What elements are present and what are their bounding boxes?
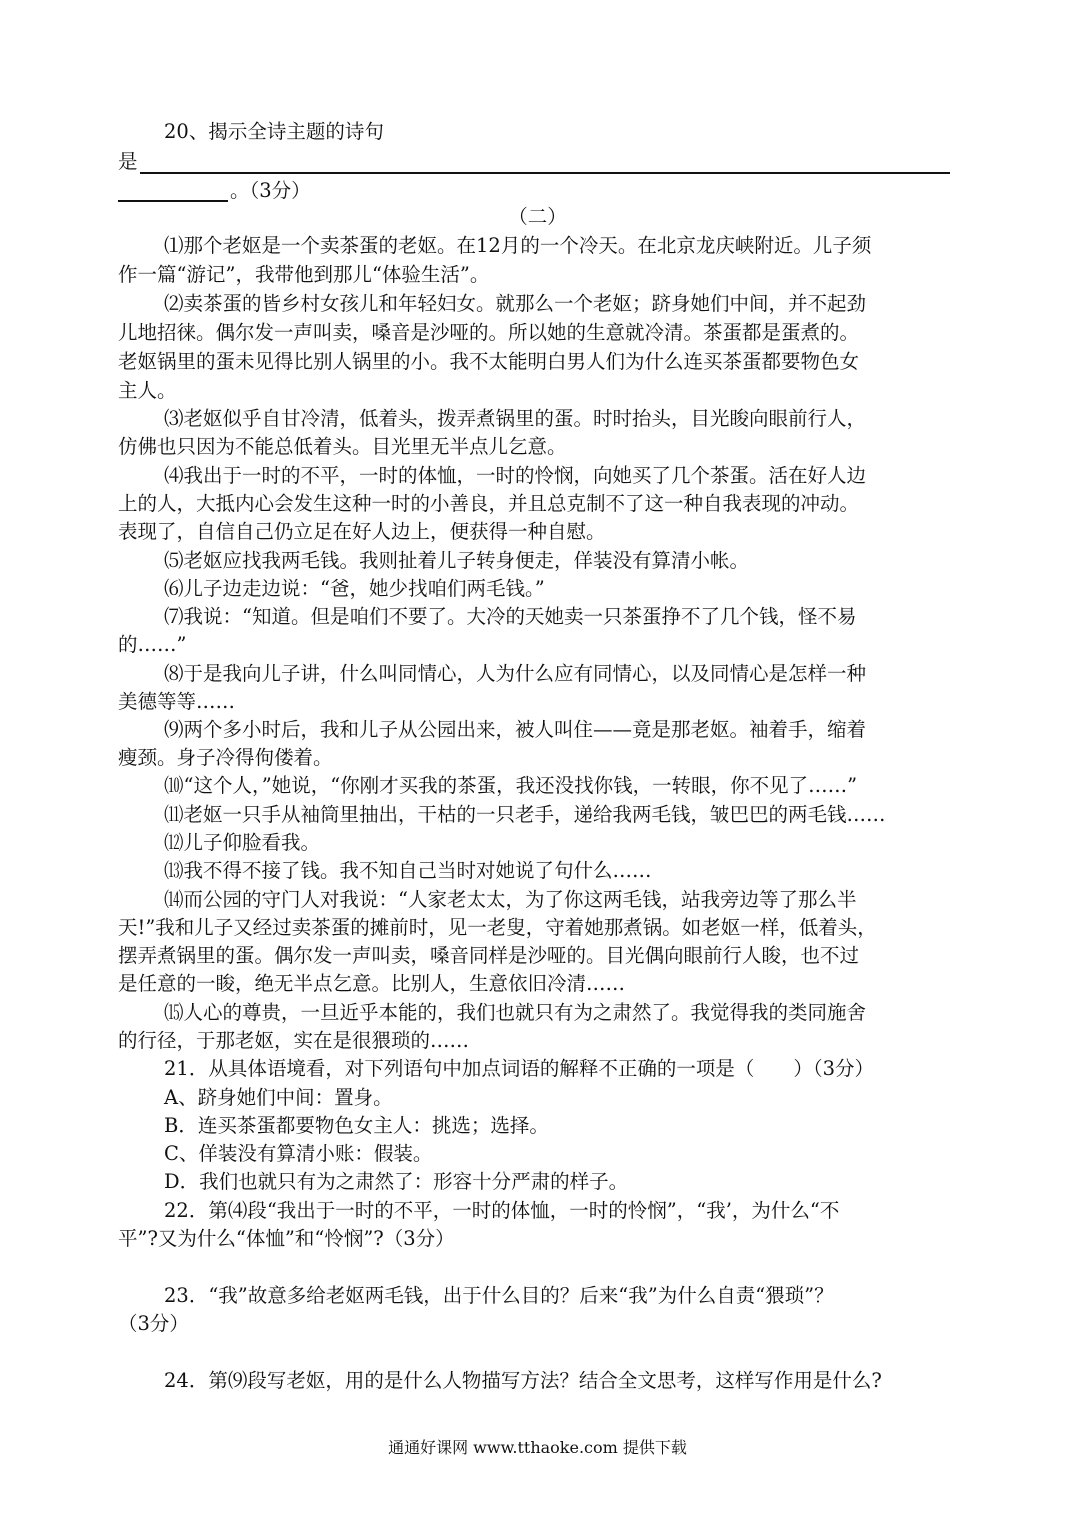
passage-line: 是任意的一睃，绝无半点乞意。比别人，生意依旧冷清…… <box>118 972 626 995</box>
passage-line: 天!”我和儿子又经过卖茶蛋的摊前时，见一老叟，守着她那煮锅。如老妪一样，低着头， <box>118 916 877 939</box>
passage-line: ⑺我说：“知道。但是咱们不要了。大冷的天她卖一只茶蛋挣不了几个钱，怪不易 <box>164 605 857 628</box>
passage-line: 的行径，于那老妪，实在是很猥琐的…… <box>118 1029 470 1052</box>
passage-line: 老妪锅里的蛋未见得比别人锅里的小。我不太能明白男人们为什么连买茶蛋都要物色女 <box>118 350 860 373</box>
question-21: 21．从具体语境看，对下列语句中加点词语的解释不正确的一项是（ ）（3分） <box>164 1057 874 1080</box>
option-c: C、佯装没有算清小账：假装。 <box>164 1142 433 1165</box>
question-22-cont: 平”?又为什么“体恤”和“怜悯”?（3分） <box>118 1227 455 1250</box>
option-b: B．连买茶蛋都要物色女主人：挑选；选择。 <box>164 1114 549 1137</box>
option-d: D．我们也就只有为之肃然了：形容十分严肃的样子。 <box>164 1170 629 1193</box>
passage-line: ⑻于是我向儿子讲，什么叫同情心，人为什么应有同情心，以及同情心是怎样一种 <box>164 662 867 685</box>
question-23: 23．“我”故意多给老妪两毛钱，出于什么目的？后来“我”为什么自责“猥琐”？ <box>164 1284 834 1307</box>
q20-answer-start: 是 <box>118 150 138 173</box>
q20-answer-blank-line-2 <box>118 200 228 202</box>
passage-line: ⒂人心的尊贵，一旦近乎本能的，我们也就只有为之肃然了。我觉得我的类同施舍 <box>164 1001 867 1024</box>
passage-line: 摆弄煮锅里的蛋。偶尔发一声叫卖，嗓音同样是沙哑的。目光偶向眼前行人睃，也不过 <box>118 944 860 967</box>
q20-prompt: 20、揭示全诗主题的诗句 <box>164 120 384 143</box>
passage-line: 仿佛也只因为不能总低着头。目光里无半点儿乞意。 <box>118 435 567 458</box>
passage-line: 表现了，自信自己仍立足在好人边上，便获得一种自慰。 <box>118 520 606 543</box>
passage-line: 主人。 <box>118 379 177 402</box>
q20-answer-blank-line-1 <box>140 172 950 174</box>
question-22: 22．第⑷段“我出于一时的不平，一时的体恤，一时的怜悯”，“我’，为什么“不 <box>164 1199 840 1222</box>
passage-line: ⑾老妪一只手从袖筒里抽出，干枯的一只老手，递给我两毛钱，皱巴巴的两毛钱…… <box>164 803 886 826</box>
passage-line: ⑿儿子仰脸看我。 <box>164 831 321 854</box>
option-a: A、跻身她们中间：置身。 <box>164 1086 393 1109</box>
passage-line: 瘦颈。身子冷得佝偻着。 <box>118 746 333 769</box>
passage-line: ⒀我不得不接了钱。我不知自己当时对她说了句什么…… <box>164 859 652 882</box>
passage-line: ⑽“这个人，”她说，“你刚才买我的茶蛋，我还没找你钱，一转眼，你不见了……” <box>164 774 858 797</box>
passage-line: ⑷我出于一时的不平，一时的体恤，一时的怜悯，向她买了几个茶蛋。活在好人边 <box>164 464 867 487</box>
section-title: （二） <box>508 205 567 228</box>
passage-line: 美德等等…… <box>118 690 236 713</box>
passage-line: ⑶老妪似乎自甘冷清，低着头，拨弄煮锅里的蛋。时时抬头，目光睃向眼前行人， <box>164 407 867 430</box>
passage-line: ⑵卖茶蛋的皆乡村女孩儿和年轻妇女。就那么一个老妪；跻身她们中间，并不起劲 <box>164 292 867 315</box>
passage-line: 的……” <box>118 633 187 656</box>
passage-line: ⑸老妪应找我两毛钱。我则扯着儿子转身便走，佯装没有算清小帐。 <box>164 549 750 572</box>
passage-line: ⑴那个老妪是一个卖茶蛋的老妪。在12月的一个冷天。在北京龙庆峡附近。儿子须 <box>164 234 872 257</box>
passage-line: 作一篇“游记”，我带他到那儿“体验生活”。 <box>118 263 490 286</box>
passage-line: ⒁而公园的守门人对我说：“人家老太太，为了你这两毛钱，站我旁边等了那么半 <box>164 888 857 911</box>
page-footer: 通通好课网 www.tthaoke.com 提供下载 <box>388 1438 687 1457</box>
passage-line: ⑼两个多小时后，我和儿子从公园出来，被人叫住——竟是那老妪。袖着手，缩着 <box>164 718 867 741</box>
question-24: 24．第⑼段写老妪，用的是什么人物描写方法？结合全文思考，这样写作用是什么? <box>164 1369 882 1392</box>
passage-line: 儿地招徕。偶尔发一声叫卖，嗓音是沙哑的。所以她的生意就冷清。茶蛋都是蛋煮的。 <box>118 321 860 344</box>
question-23-cont: （3分） <box>118 1312 189 1335</box>
passage-line: 上的人，大抵内心会发生这种一时的小善良，并且总克制不了这一种自我表现的冲动。 <box>118 492 860 515</box>
q20-score: 。（3分） <box>230 179 311 202</box>
passage-line: ⑹儿子边走边说：“爸，她少找咱们两毛钱。” <box>164 577 545 600</box>
